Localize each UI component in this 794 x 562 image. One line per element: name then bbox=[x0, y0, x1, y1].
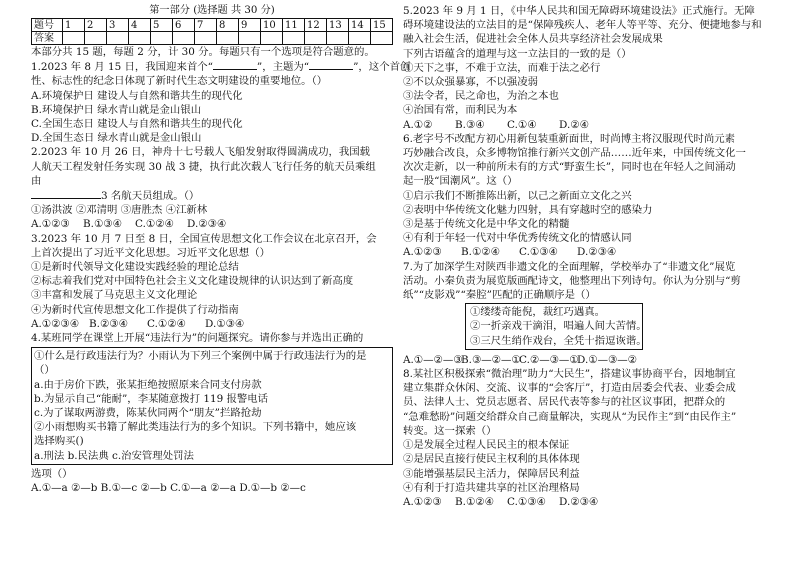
answer-table bbox=[31, 18, 393, 45]
case-line: （） bbox=[34, 364, 55, 377]
question-7-option[interactable]: A.①—②—③ bbox=[403, 353, 463, 366]
left-column bbox=[31, 4, 411, 495]
question-5-item: ④治国有常，而利民为本 bbox=[403, 104, 518, 117]
question-3-options bbox=[31, 317, 393, 331]
question-number-cell: 9 bbox=[239, 19, 261, 32]
question-1-stem: 1.2023 年 8 月 15 日，我国迎来首个“ ”，主题为“ ”，这个首创 bbox=[31, 61, 411, 74]
question-1-option[interactable]: C.全国生态日 建设人与自然和谐共生的现代化 bbox=[31, 118, 243, 131]
question-5-options bbox=[403, 118, 765, 132]
question-7-option[interactable]: D.①—③—② bbox=[577, 353, 637, 366]
answer-cell[interactable] bbox=[107, 32, 129, 45]
question-6-option[interactable]: B.①②④ bbox=[461, 246, 500, 259]
question-8-stem: 8.某社区积极探索“微治理”助力“大民生”，搭建议事协商平台，因地制宜 bbox=[403, 368, 736, 381]
question-8-option[interactable]: D.②③④ bbox=[559, 495, 599, 508]
case-line: a.由于房价下跌，张某拒绝按照原来合同支付房款 bbox=[34, 378, 262, 391]
question-number-cell: 14 bbox=[349, 19, 371, 32]
question-1-option[interactable]: B.环境保护日 绿水青山就是金山银山 bbox=[31, 103, 202, 116]
question-6-item: ③是基于传统文化是中华文化的精髓 bbox=[403, 218, 570, 231]
answer-cell[interactable] bbox=[173, 32, 195, 45]
question-4-stem: 4.某班同学在课堂上开展“违法行为”的问题探究。请你参与并选出正确的 bbox=[31, 332, 364, 345]
answer-cell[interactable] bbox=[283, 32, 305, 45]
question-number-cell: 11 bbox=[283, 19, 305, 32]
answer-cell[interactable] bbox=[371, 32, 393, 45]
question-2-option[interactable]: C.①②④ bbox=[135, 218, 174, 231]
question-8-item: ③能增强基层民主活力，保障居民利益 bbox=[403, 467, 580, 480]
question-3-item: ①是新时代领导文化建设实践经验的理论总结 bbox=[31, 261, 239, 274]
question-8-stem: 转变。这一探索（） bbox=[403, 424, 497, 437]
question-number-cell: 8 bbox=[217, 19, 239, 32]
question-6-stem: 起一股“国潮风”。这（） bbox=[403, 175, 518, 188]
answer-table-label: 题号 bbox=[32, 19, 63, 32]
question-5-stem: 碍环境建设法的立法目的是“保障残疾人、老年人等平等、充分、便捷地参与和 bbox=[403, 19, 762, 32]
question-2-options bbox=[31, 217, 393, 231]
question-8-stem: 建立集群众休闲、交流、议事的“会客厅”，打造由居委会代表、业委会成 bbox=[403, 382, 736, 395]
question-5-option[interactable]: C.①④ bbox=[507, 118, 537, 131]
answer-cell[interactable] bbox=[261, 32, 283, 45]
case-line: b.为显示自己“能耐”，李某随意拨打 119 报警电话 bbox=[34, 392, 269, 405]
question-8-item: ①是发展全过程人民民主的根本保证 bbox=[403, 439, 570, 452]
question-8-option[interactable]: B.①②④ bbox=[455, 495, 494, 508]
question-6-stem: 6.老字号不改配方初心用新包装重新面世，时尚博主将汉服现代时尚元素 bbox=[403, 132, 736, 145]
question-2-stem: 人航天工程发射任务实现 30 战 3 捷，执行此次载人飞行任务的航天员乘组 bbox=[31, 160, 376, 173]
answer-cell[interactable] bbox=[305, 32, 327, 45]
question-6-item: ④有利于年轻一代对中华优秀传统文化的情感认同 bbox=[403, 232, 632, 245]
question-number-cell: 10 bbox=[261, 19, 283, 32]
question-number-cell: 15 bbox=[371, 19, 393, 32]
section-intro: 本部分共 15 题，每题 2 分，计 30 分。每题只有一个选项是符合题意的。 bbox=[31, 46, 375, 58]
question-7-stem: 7.为了加深学生对陕西非遗文化的全面理解，学校举办了“非遗文化”展览 bbox=[403, 260, 736, 273]
question-6-stem: 次次走新，以一种前所未有的方式“野蛮生长”，同时也在年轻人之间涌动 bbox=[403, 161, 736, 174]
question-6-options bbox=[403, 245, 765, 259]
answer-cell[interactable] bbox=[129, 32, 151, 45]
answer-cell[interactable] bbox=[195, 32, 217, 45]
question-7-option[interactable]: C.②—③—① bbox=[519, 353, 579, 366]
question-4-options[interactable]: A.①—a ②—b B.①—c ②—b C.①—a ②—a D.①—b ②—c bbox=[31, 482, 306, 495]
question-6-item: ①启示我们不断推陈出新，以己之新面立文化之兴 bbox=[403, 189, 632, 202]
fill-blank[interactable] bbox=[31, 188, 101, 199]
case-line: 选择购买() bbox=[34, 435, 84, 448]
question-5-stem: 5.2023 年 9 月 1 日，《中华人民共和国无障碍环境建设法》正式施行。无障 bbox=[403, 5, 755, 17]
question-number-cell: 7 bbox=[195, 19, 217, 32]
question-number-cell: 1 bbox=[63, 19, 85, 32]
answer-table-label: 答案 bbox=[32, 32, 63, 45]
answer-cell[interactable] bbox=[349, 32, 371, 45]
question-6-item: ②表明中华传统文化魅力四射，具有穿越时空的感染力 bbox=[403, 203, 653, 216]
question-number-cell: 12 bbox=[305, 19, 327, 32]
question-number-cell: 3 bbox=[107, 19, 129, 32]
question-2-option[interactable]: A.①②③ bbox=[31, 218, 70, 231]
question-5-option[interactable]: A.①② bbox=[403, 118, 433, 131]
question-7-options bbox=[403, 353, 765, 367]
fill-blank[interactable] bbox=[213, 59, 257, 70]
case-line: c.为了谋取两游费，陈某伙同两个“朋友”拦路抢劫 bbox=[34, 407, 262, 420]
question-6-option[interactable]: A.①②③ bbox=[403, 246, 442, 259]
question-4-case-box bbox=[31, 347, 393, 465]
question-5-option[interactable]: B.③④ bbox=[455, 118, 485, 131]
question-3-option[interactable]: C.①②④ bbox=[147, 317, 186, 330]
question-2-stem: 2.2023 年 10 月 26 日，神舟十七号载人飞船发射取得圆满成功，我国载 bbox=[31, 146, 371, 159]
question-1-option[interactable]: A.环境保护日 建设人与自然和谐共生的现代化 bbox=[31, 89, 243, 102]
question-8-item: ②是居民直接行使民主权利的具体体现 bbox=[403, 453, 580, 466]
part-title: 第一部分 (选择题 共 30 分) bbox=[149, 5, 275, 16]
question-number-cell: 6 bbox=[173, 19, 195, 32]
question-5-stem: 融入社会生活，促进社会全体人员共享经济社会发展成果 bbox=[403, 33, 663, 46]
question-2-items: ①汤洪波 ②邓清明 ③唐胜杰 ④江新林 bbox=[31, 204, 208, 217]
question-2-stem: 由 bbox=[31, 174, 42, 187]
question-3-stem: 上首次提出了习近平文化思想。习近平文化思想（） bbox=[31, 246, 270, 259]
question-5-item: ③法令者，民之命也，为治之本也 bbox=[403, 90, 559, 103]
question-3-option[interactable]: D.①③④ bbox=[205, 317, 245, 330]
question-2-option[interactable]: B.①③④ bbox=[83, 218, 122, 231]
question-7-poem-box bbox=[465, 303, 647, 350]
question-5-stem: 下列古语蕴含的道理与这一立法目的一致的是（） bbox=[403, 47, 632, 60]
question-8-option[interactable]: C.①③④ bbox=[507, 495, 546, 508]
question-6-option[interactable]: D.②③④ bbox=[577, 246, 617, 259]
question-3-option[interactable]: A.①②③④ bbox=[31, 317, 80, 330]
question-8-option[interactable]: A.①②③ bbox=[403, 495, 442, 508]
question-3-stem: 3.2023 年 10 月 7 日至 8 日，全国宣传思想文化工作会议在北京召开，会 bbox=[31, 232, 377, 245]
question-7-stem: 纸”“皮影戏”“秦腔”匹配的正确顺序是（） bbox=[403, 289, 596, 302]
question-number-cell: 2 bbox=[85, 19, 107, 32]
question-7-option[interactable]: B.③—②—① bbox=[461, 353, 521, 366]
answer-cell[interactable] bbox=[327, 32, 349, 45]
question-5-option[interactable]: D.②④ bbox=[559, 118, 589, 131]
question-number-cell: 4 bbox=[129, 19, 151, 32]
answer-cell[interactable] bbox=[217, 32, 239, 45]
question-number-cell: 13 bbox=[327, 19, 349, 32]
question-1-option[interactable]: D.全国生态日 绿水青山就是金山银山 bbox=[31, 132, 202, 145]
poem-line: ①缕缕奇能倪，裁红巧遇真。 bbox=[470, 306, 606, 319]
question-6-option[interactable]: C.①③④ bbox=[519, 246, 558, 259]
question-4-choose: 选项（） bbox=[31, 467, 73, 480]
question-8-stem: 员、法律人士、党员志愿者、居民代表等参与的社区议事团，把群众的 bbox=[403, 396, 726, 409]
question-3-item: ④为新时代宣传思想文化工作提供了行动指南 bbox=[31, 303, 239, 316]
question-3-item: ③丰富和发展了马克思主义文化理论 bbox=[31, 289, 198, 302]
answer-cell[interactable] bbox=[239, 32, 261, 45]
question-3-item: ②标志着我们党对中国特色社会主义文化建设规律的认识达到了新高度 bbox=[31, 275, 354, 288]
answer-table-answer-row bbox=[32, 32, 393, 45]
question-6-stem: 巧妙融合改良，众多博物馆推行新兴文创产品……近年来，中国传统文化一 bbox=[403, 147, 746, 160]
question-8-item: ④有利于打造共建共享的社区治理格局 bbox=[403, 481, 580, 494]
question-number-cell: 5 bbox=[151, 19, 173, 32]
answer-table-number-row bbox=[32, 19, 393, 32]
question-2-stem: 3 名航天员组成。（） bbox=[31, 188, 393, 203]
question-5-item: ①天下之事，不难于立法，而难于法之必行 bbox=[403, 61, 601, 74]
answer-cell[interactable] bbox=[151, 32, 173, 45]
answer-cell[interactable] bbox=[63, 32, 85, 45]
question-8-stem: “急难愁盼”问题交给群众自己商量解决，实现从“为民作主”到“由民作主” bbox=[403, 410, 737, 423]
question-3-option[interactable]: B.②③④ bbox=[89, 317, 128, 330]
case-line: a.刑法 b.民法典 c.治安管理处罚法 bbox=[34, 449, 194, 462]
case-line: ②小雨想购买书籍了解此类违法行为的多个知识。下列书籍中，她应该 bbox=[34, 421, 357, 434]
question-8-options bbox=[403, 495, 765, 509]
question-5-item: ②不以众强暴寡，不以强凌弱 bbox=[403, 76, 539, 89]
question-1-stem-cont: 性、标志性的纪念日体现了新时代生态文明建设的重要地位。（） bbox=[31, 75, 328, 88]
question-7-stem: 活动。小秦负责为展览版画配诗文，他整理出下列诗句。你认为分别与“剪 bbox=[403, 274, 741, 287]
right-column bbox=[403, 4, 765, 509]
poem-line: ②一折亲戏干滴泪，唱遍人间大苦情。 bbox=[470, 320, 647, 333]
answer-cell[interactable] bbox=[85, 32, 107, 45]
question-2-option[interactable]: D.②③④ bbox=[187, 218, 227, 231]
fill-blank[interactable] bbox=[309, 59, 353, 70]
case-line: ①什么是行政违法行为？小雨认为下列三个案例中属于行政违法行为的是 bbox=[34, 350, 367, 363]
poem-line: ③三尺生绡作戏台，全凭十指逗诙谐。 bbox=[470, 334, 647, 347]
